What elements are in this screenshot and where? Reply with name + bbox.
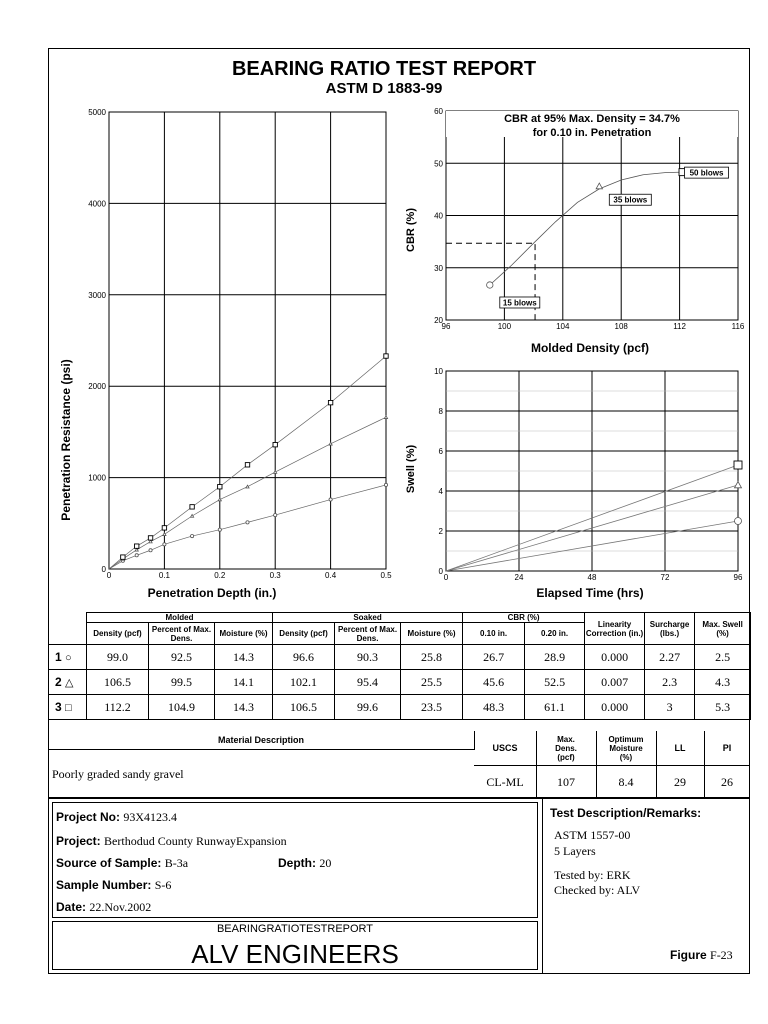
report-title: BEARING RATIO TEST REPORT — [231, 58, 537, 80]
point-label: 35 blows — [613, 195, 648, 205]
x-tick-label: 0.1 — [158, 571, 170, 580]
cell: 104.9 — [149, 695, 215, 720]
y-tick-label: 8 — [438, 407, 443, 416]
cell: 102.1 — [273, 670, 335, 695]
swell-grid — [446, 371, 738, 571]
penetration-grid — [109, 112, 386, 569]
data-point — [162, 526, 166, 530]
y-tick-label: 2 — [438, 527, 443, 536]
penetration-ylabel: Penetration Resistance (psi) — [59, 359, 73, 521]
cell: 61.1 — [525, 695, 585, 720]
x-tick-label: 0 — [106, 571, 112, 580]
depth: Depth: 20 — [278, 856, 332, 870]
x-tick-label: 24 — [514, 573, 524, 582]
table-row — [49, 670, 751, 695]
swell-series — [446, 461, 742, 571]
data-point — [246, 521, 249, 524]
x-tick-label: 108 — [614, 322, 628, 331]
cell: 14.3 — [215, 645, 273, 670]
cell: 23.5 — [401, 695, 463, 720]
cell: 0.000 — [585, 695, 645, 720]
molded-header: Molded — [87, 613, 273, 623]
sample-number: Sample Number: S-6 — [56, 878, 172, 892]
results-table — [48, 612, 751, 720]
cell: 95.4 — [335, 670, 401, 695]
row-id: 2 △ — [49, 670, 87, 695]
pi-value: 26 — [721, 775, 733, 789]
y-tick-label: 2000 — [88, 382, 106, 392]
cbr-tick-labels — [434, 107, 745, 331]
x-tick-label: 0.3 — [269, 571, 281, 580]
cell: 45.6 — [463, 670, 525, 695]
data-point — [190, 505, 194, 509]
cell: 106.5 — [87, 670, 149, 695]
data-point — [135, 544, 139, 548]
data-point — [734, 461, 742, 469]
divider — [542, 798, 543, 974]
x-tick-label: 0.5 — [380, 571, 392, 580]
cell: 26.7 — [463, 645, 525, 670]
data-point — [218, 498, 221, 501]
pi-label: PI — [704, 731, 750, 766]
remarks-line-1: ASTM 1557-00 — [554, 828, 631, 842]
remarks-line-2: 5 Layers — [554, 844, 596, 858]
penetration-xlabel: Penetration Depth (in.) — [147, 586, 277, 600]
data-point — [163, 543, 166, 546]
material-description: Poorly graded sandy gravel — [52, 767, 184, 781]
x-tick-label: 112 — [673, 322, 686, 331]
y-tick-label: 50 — [434, 159, 443, 169]
date: Date: 22.Nov.2002 — [56, 900, 152, 914]
max-dens-label: Max. Dens. (pcf) — [536, 731, 597, 766]
material-header: Material Description — [48, 731, 475, 750]
x-tick-label: 100 — [497, 322, 512, 331]
figure-number: Figure F-23 — [670, 948, 733, 962]
series-line — [109, 417, 386, 569]
cbr-grid — [446, 111, 738, 320]
swell-tick-labels — [434, 367, 743, 582]
data-point — [384, 354, 388, 358]
cell: 106.5 — [273, 695, 335, 720]
project-name: Project: Berthodud County RunwayExpansion — [56, 834, 287, 848]
data-point — [596, 183, 602, 189]
y-tick-label: 4000 — [88, 199, 106, 209]
cell: 4.3 — [695, 670, 751, 695]
square-symbol: □ — [65, 702, 72, 714]
source-of-sample: Source of Sample: B-3a — [56, 856, 189, 870]
uscs-value: CL-ML — [474, 766, 537, 798]
x-tick-label: 0 — [443, 573, 449, 582]
ll-value: 29 — [656, 766, 705, 798]
cell: 2.27 — [645, 645, 695, 670]
cell: 99.5 — [149, 670, 215, 695]
data-point — [274, 471, 277, 474]
swell-ylabel: Swell (%) — [405, 444, 417, 494]
x-tick-label: 96 — [733, 573, 743, 582]
y-tick-label: 5000 — [88, 108, 106, 117]
soaked-percent-header: Percent of Max. Dens. — [335, 623, 401, 645]
max-swell-header: Max. Swell (%) — [695, 613, 751, 645]
linearity-header: Linearity Correction (in.) — [585, 613, 645, 645]
project-no: Project No: 93X4123.4 — [56, 810, 178, 824]
row-id: 3 □ — [49, 695, 87, 720]
max-dens-value: 107 — [536, 766, 597, 798]
penetration-tick-labels — [88, 108, 392, 580]
data-point — [384, 416, 387, 419]
cell: 112.2 — [87, 695, 149, 720]
company-name: ALV ENGINEERS — [191, 939, 399, 969]
molded-density-header: Density (pcf) — [87, 623, 149, 645]
data-point — [121, 555, 125, 559]
data-point — [218, 485, 222, 489]
soaked-header: Soaked — [273, 613, 463, 623]
cbr-ylabel: CBR (%) — [405, 208, 417, 252]
data-point — [246, 485, 249, 488]
opt-moisture-label: Optimum Moisture (%) — [596, 731, 657, 766]
swell-chart — [400, 362, 750, 607]
y-tick-label: 0 — [438, 567, 443, 576]
cbr-density-chart — [400, 100, 750, 360]
cbr-xlabel: Molded Density (pcf) — [530, 341, 650, 355]
table-row — [49, 695, 751, 720]
x-tick-label: 0.2 — [214, 571, 226, 580]
cell: 25.5 — [401, 670, 463, 695]
data-point — [487, 282, 493, 288]
data-point — [191, 534, 194, 537]
penetration-chart — [48, 100, 408, 610]
point-label: 50 blows — [689, 168, 724, 178]
classification-grid — [474, 731, 750, 798]
cell: 0.007 — [585, 670, 645, 695]
cell: 96.6 — [273, 645, 335, 670]
data-point — [218, 528, 221, 531]
y-tick-label: 40 — [434, 211, 443, 221]
cell: 2.5 — [695, 645, 751, 670]
cell: 2.3 — [645, 670, 695, 695]
cell: 14.3 — [215, 695, 273, 720]
y-tick-label: 20 — [434, 316, 443, 325]
cell: 25.8 — [401, 645, 463, 670]
data-point — [274, 513, 277, 516]
data-point — [328, 400, 332, 404]
surcharge-header: Surcharge (lbs.) — [645, 613, 695, 645]
cell: 99.6 — [335, 695, 401, 720]
y-tick-label: 1000 — [88, 473, 106, 483]
triangle-symbol: △ — [65, 677, 74, 689]
data-point — [735, 518, 742, 525]
report-subtitle: ASTM D 1883-99 — [325, 80, 443, 97]
x-tick-label: 48 — [587, 573, 597, 582]
cell: 90.3 — [335, 645, 401, 670]
y-tick-label: 10 — [434, 367, 443, 376]
data-point — [273, 442, 277, 446]
molded-percent-header: Percent of Max. Dens. — [149, 623, 215, 645]
molded-moisture-header: Moisture (%) — [215, 623, 273, 645]
data-point — [329, 498, 332, 501]
cell: 5.3 — [695, 695, 751, 720]
table-row — [49, 645, 751, 670]
data-point — [735, 482, 742, 488]
series-line — [109, 485, 386, 569]
material-block — [48, 731, 750, 798]
remarks-header: Test Description/Remarks: — [550, 806, 702, 820]
cbr-header: CBR (%) — [463, 613, 585, 623]
x-tick-label: 72 — [660, 573, 670, 582]
cell: 0.000 — [585, 645, 645, 670]
data-point — [245, 463, 249, 467]
cell: 52.5 — [525, 670, 585, 695]
cbr-chart-title: CBR at 95% Max. Density = 34.7% — [504, 113, 680, 125]
data-point — [148, 536, 152, 540]
data-point — [191, 514, 194, 517]
cbr-010-header: 0.10 in. — [463, 623, 525, 645]
cbr-020-header: 0.20 in. — [525, 623, 585, 645]
circle-symbol: ○ — [65, 652, 72, 664]
cell: 3 — [645, 695, 695, 720]
x-tick-label: 96 — [441, 322, 451, 331]
plot-frame — [109, 112, 386, 569]
cell: 99.0 — [87, 645, 149, 670]
soaked-moisture-header: Moisture (%) — [401, 623, 463, 645]
y-tick-label: 3000 — [88, 290, 106, 300]
footer-report-name: BEARINGRATIOTESTREPORT — [216, 923, 374, 935]
opt-moisture-value: 8.4 — [596, 766, 657, 798]
y-tick-label: 0 — [101, 565, 106, 574]
uscs-label: USCS — [474, 731, 537, 766]
checked-by: Checked by: ALV — [554, 883, 641, 897]
data-point — [384, 483, 387, 486]
y-tick-label: 60 — [434, 107, 443, 116]
swell-xlabel: Elapsed Time (hrs) — [536, 586, 644, 600]
x-tick-label: 104 — [556, 322, 570, 331]
data-point — [135, 554, 138, 557]
data-point — [329, 442, 332, 445]
cell: 28.9 — [525, 645, 585, 670]
y-tick-label: 30 — [434, 263, 443, 273]
data-point — [163, 533, 166, 536]
x-tick-label: 116 — [731, 322, 745, 331]
cell: 48.3 — [463, 695, 525, 720]
point-label: 15 blows — [502, 298, 537, 308]
data-point — [149, 549, 152, 552]
y-tick-label: 4 — [438, 487, 443, 496]
x-tick-label: 0.4 — [325, 571, 337, 580]
cbr-chart-subtitle: for 0.10 in. Penetration — [532, 127, 652, 139]
cell: 92.5 — [149, 645, 215, 670]
ll-label: LL — [656, 731, 705, 766]
row-id: 1 ○ — [49, 645, 87, 670]
tested-by: Tested by: ERK — [554, 868, 631, 882]
soaked-density-header: Density (pcf) — [273, 623, 335, 645]
cbr-series — [446, 167, 729, 320]
y-tick-label: 6 — [438, 447, 443, 456]
row-id-header — [49, 613, 87, 645]
cell: 14.1 — [215, 670, 273, 695]
